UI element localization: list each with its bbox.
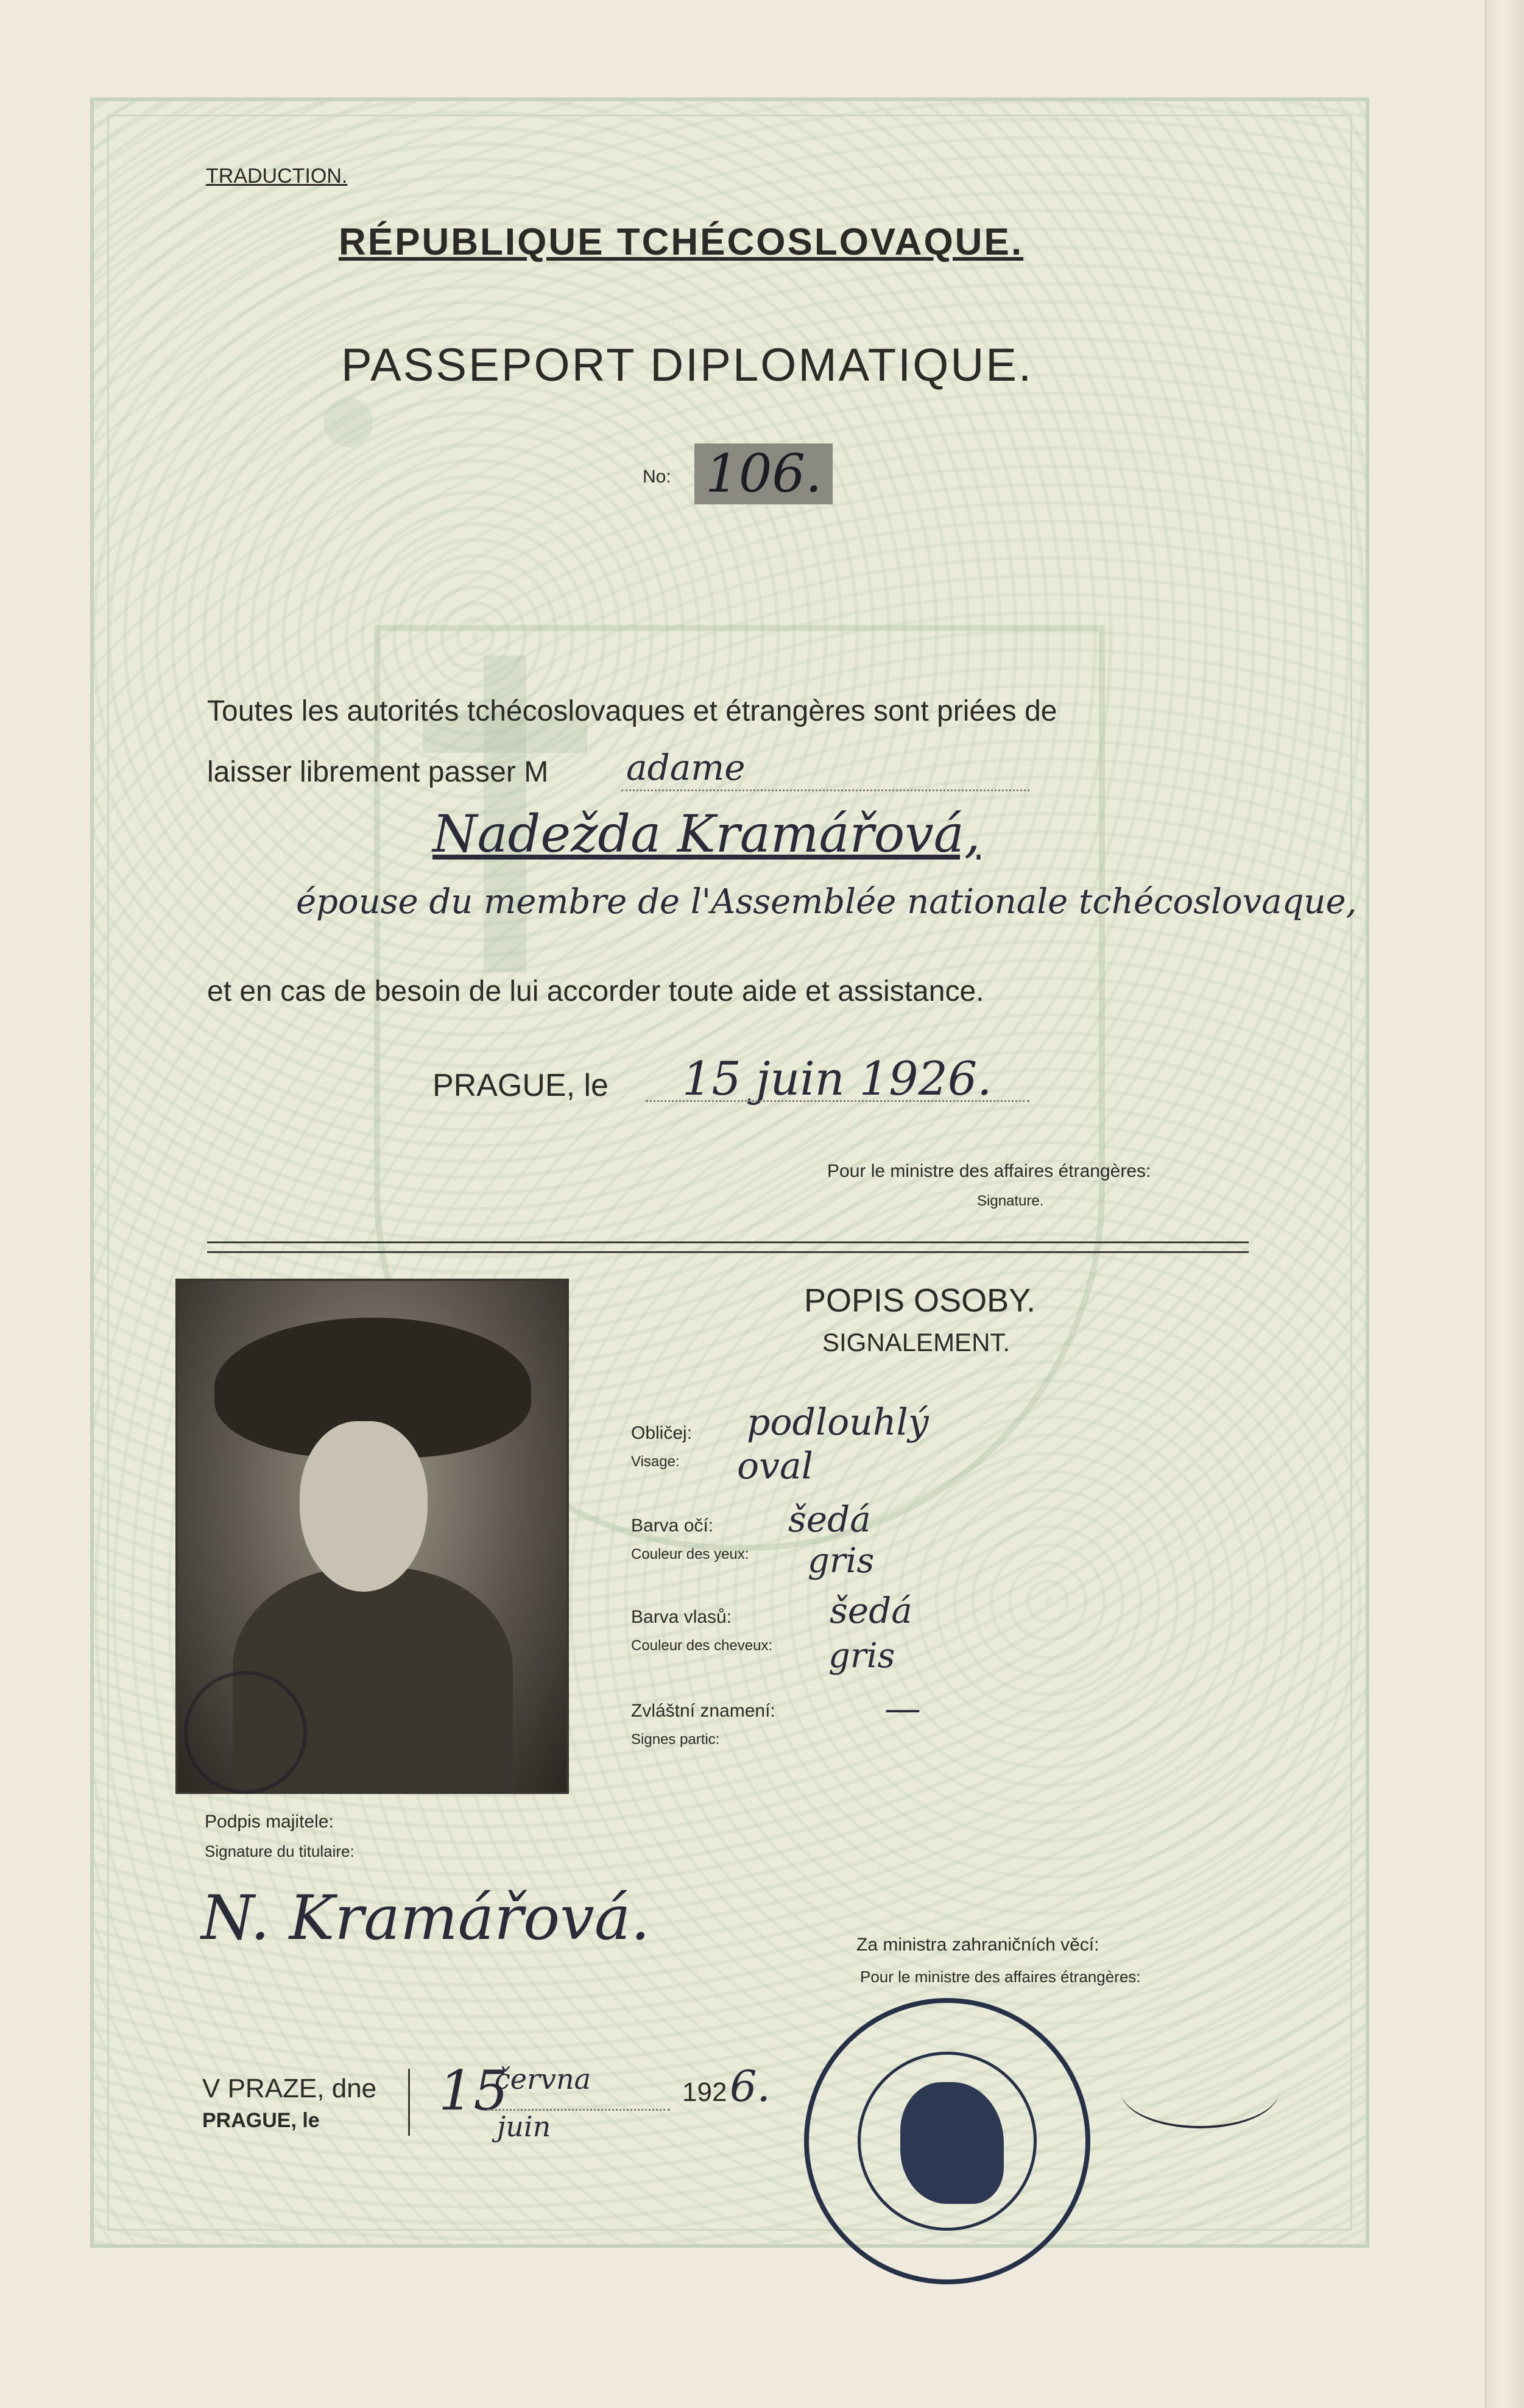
holder-photo [178, 1281, 566, 1792]
field-eyes-label-cz: Barva očí: [631, 1516, 714, 1536]
description-title-cz: POPIS OSOBY. [804, 1282, 1036, 1319]
field-eyes-value-cz: šedá [788, 1499, 871, 1540]
lion-emblem-icon [900, 2082, 1004, 2204]
official-signature-mark [1121, 2053, 1279, 2128]
footer-place-cz: V PRAZE, dne [202, 2074, 377, 2103]
issue-date: 15 juin 1926. [682, 1051, 992, 1106]
field-marks-value-cz: — [884, 1687, 921, 1730]
photo-stamp [184, 1671, 307, 1794]
footer-day: 15 [439, 2059, 509, 2123]
section-divider-2 [207, 1251, 1249, 1253]
date-dotted-line [646, 1100, 1029, 1102]
field-face-label-fr: Visage: [631, 1453, 680, 1470]
footer-place-fr: PRAGUE, le [202, 2109, 320, 2132]
footer-month-fr: juin [497, 2110, 551, 2143]
photo-face [300, 1421, 428, 1592]
field-eyes-value-fr: gris [808, 1541, 875, 1581]
dotted-line [621, 789, 1029, 791]
page-edge [1485, 0, 1524, 2408]
footer-dotted-line [487, 2109, 670, 2111]
field-face-label-cz: Obličej: [631, 1423, 693, 1443]
number-label: No: [643, 467, 671, 487]
place-label: PRAGUE, le [432, 1068, 609, 1103]
ministry-seal [804, 1998, 1090, 2284]
footer-year-printed: 192 [682, 2077, 727, 2107]
field-hair-label-cz: Barva vlasů: [631, 1607, 732, 1627]
traduction-label: TRADUCTION. [206, 164, 348, 188]
republic-heading: RÉPUBLIQUE TCHÉCOSLOVAQUE. [339, 221, 1024, 263]
minister-label-fr: Pour le ministre des affaires étrangères: [860, 1968, 1141, 1986]
passport-title: PASSEPORT DIPLOMATIQUE. [341, 339, 1034, 391]
field-hair-label-fr: Couleur des cheveux: [631, 1637, 773, 1654]
minister-label: Pour le ministre des affaires étrangères: [827, 1161, 1151, 1181]
holder-signature-label-fr: Signature du titulaire: [205, 1842, 355, 1860]
field-hair-value-fr: gris [828, 1636, 895, 1676]
footer-bracket [408, 2069, 410, 2136]
field-marks-label-fr: Signes partic: [631, 1731, 720, 1748]
field-face-value-cz: podlouhlý [747, 1401, 929, 1444]
holder-signature: N. Kramářová. [201, 1882, 651, 1954]
body-line-1: Toutes les autorités tchécoslovaques et étrangères sont priées de [207, 695, 1057, 727]
field-face-value-fr: oval [737, 1445, 813, 1488]
field-eyes-label-fr: Couleur des yeux: [631, 1546, 749, 1562]
field-hair-value-cz: šedá [830, 1590, 912, 1631]
section-divider-1 [207, 1241, 1249, 1243]
signature-label: Signature. [977, 1193, 1044, 1209]
title-handwritten: adame [626, 747, 746, 788]
body-line-3: et en cas de besoin de lui accorder toute aide et assistance. [207, 975, 984, 1008]
description-title-fr: SIGNALEMENT. [822, 1328, 1011, 1357]
field-marks-label-cz: Zvláštní znamení: [631, 1701, 775, 1721]
holder-name: Nadežda Kramářová, [432, 804, 981, 864]
passport-number: 106. [694, 443, 833, 504]
body-line-2-prefix: laisser librement passer M [207, 756, 549, 788]
minister-label-cz: Za ministra zahraničních věcí: [856, 1935, 1099, 1955]
holder-signature-label-cz: Podpis majitele: [205, 1812, 334, 1832]
footer-year-hand: 6. [730, 2061, 771, 2111]
footer-month-cz: června [495, 2063, 591, 2096]
holder-description: épouse du membre de l'Assemblée nationale tchécoslovaque, [296, 882, 1357, 922]
